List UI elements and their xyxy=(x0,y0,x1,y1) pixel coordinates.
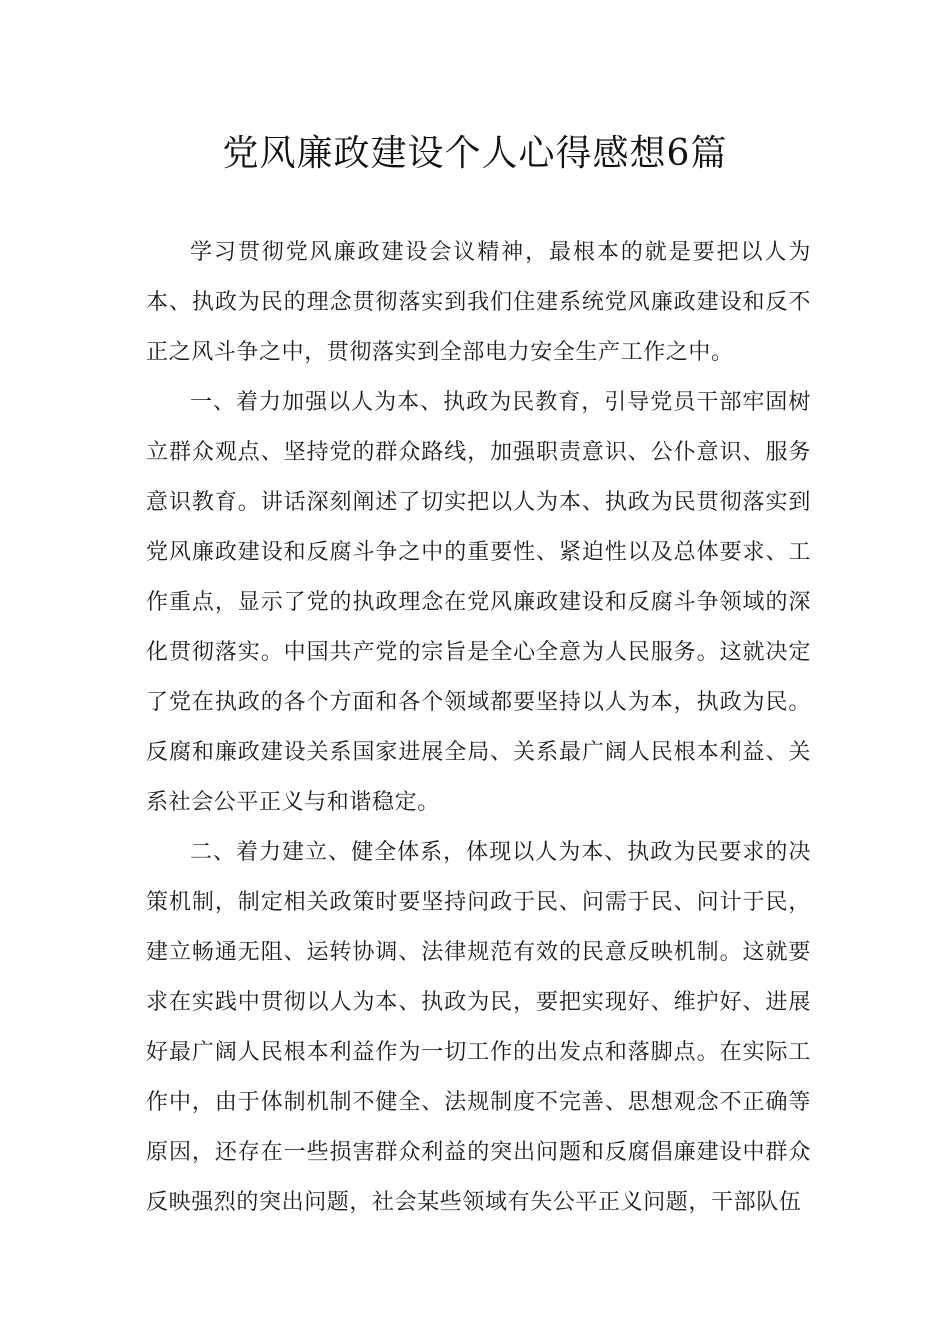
paragraph-section-two: 二、着力建立、健全体系，体现以人为本、执政为民要求的决策机制，制定相关政策时要坚持问政于民、问需于民、问计于民，建立畅通无阻、运转协调、法律规范有效的民意反映机制。这就要求在实践中贯彻以人为本、执政为民，要把实现好、维护好、进展好最广阔人民根本利益作为一切工作的出发点和落脚点。在实际工作中，由于体制机制不健全、法规制度不完善、思想观念不正确等原因，还存在一些损害群众利益的突出问题和反腐倡廉建设中群众反映强烈的突出问题，社会某些领域有失公平正义问题，干部队伍 xyxy=(146,840,811,1215)
document-title: 党风廉政建设个人心得感想6篇 xyxy=(222,133,728,174)
paragraph-section-one: 一、着力加强以人为本、执政为民教育，引导党员干部牢固树立群众观点、坚持党的群众路线，加强职责意识、公仆意识、服务意识教育。讲话深刻阐述了切实把以人为本、执政为民贯彻落实到党风廉政建设和反腐斗争之中的重要性、紧迫性以及总体要求、工作重点，显示了党的执政理念在党风廉政建设和反腐斗争领域的深化贯彻落实。中国共产党的宗旨是全心全意为人民服务。这就决定了党在执政的各个方面和各个领域都要坚持以人为本，执政为民。反腐和廉政建设关系国家进展全局、关系最广阔人民根本利益、关系社会公平正义与和谐稳定。 xyxy=(146,390,811,815)
paragraph-intro: 学习贯彻党风廉政建设会议精神，最根本的就是要把以人为本、执政为民的理念贯彻落实到我们住建系统党风廉政建设和反不正之风斗争之中，贯彻落实到全部电力安全生产工作之中。 xyxy=(146,240,811,365)
document-body xyxy=(146,228,811,1228)
